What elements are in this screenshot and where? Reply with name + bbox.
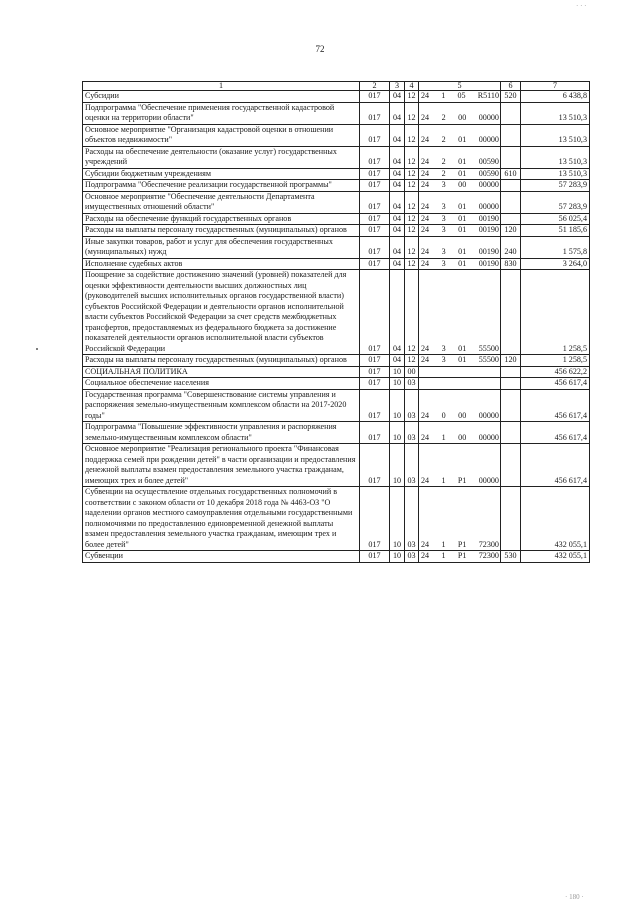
- corner-mark-top: · · ·: [576, 2, 587, 10]
- target-article-parts: [421, 433, 499, 444]
- table-row: [83, 225, 590, 237]
- code-part-activity: 01: [458, 343, 467, 353]
- code-part-program: 24: [421, 91, 430, 100]
- code-part-subprogram: 3: [441, 202, 446, 211]
- target-article-parts: [421, 551, 499, 562]
- expense-type-code: 240: [501, 236, 521, 258]
- section-code: 04: [390, 102, 405, 124]
- expense-type-code: [501, 146, 521, 168]
- row-name: Субсидии бюджетным учреждениям: [83, 168, 360, 180]
- code-part-activity: 01: [458, 225, 467, 234]
- code-part-program: 24: [421, 180, 430, 189]
- expense-type-code: 530: [501, 551, 521, 563]
- section-code: 10: [390, 378, 405, 390]
- target-article-code: [419, 236, 501, 258]
- section-code: 04: [390, 91, 405, 103]
- header-cell-7: 7: [521, 82, 590, 91]
- subsection-code: 03: [405, 444, 419, 487]
- expense-type-code: [501, 366, 521, 378]
- table-row: [83, 366, 590, 378]
- target-article-code: [419, 487, 501, 551]
- amount: 456 617,4: [521, 444, 590, 487]
- ministry-code: 017: [360, 124, 390, 146]
- subsection-code: 03: [405, 422, 419, 444]
- ministry-code: 017: [360, 258, 390, 270]
- code-part-activity: 01: [458, 213, 467, 223]
- target-article-parts: [421, 91, 499, 102]
- expense-type-code: [501, 180, 521, 192]
- subsection-code: 12: [405, 102, 419, 124]
- row-name: Государственная программа "Совершенствование системы управления и распоряжения земельно-имущественным комплексом области на 2017-2020 годы": [83, 389, 360, 422]
- amount: 432 055,1: [521, 487, 590, 551]
- subsection-code: 03: [405, 487, 419, 551]
- amount: 13 510,3: [521, 168, 590, 180]
- code-part-activity: 01: [458, 135, 467, 144]
- target-article-code: [419, 270, 501, 355]
- table-row: [83, 236, 590, 258]
- code-part-program: 24: [421, 135, 430, 144]
- row-name: Основное мероприятие "Обеспечение деятельности Департамента имущественных отношений области": [83, 191, 360, 213]
- ministry-code: 017: [360, 191, 390, 213]
- code-part-activity: 01: [458, 168, 467, 178]
- row-name: Субсидии: [83, 91, 360, 103]
- ministry-code: 017: [360, 366, 390, 378]
- code-part-subprogram: 3: [441, 355, 446, 364]
- section-code: 10: [390, 487, 405, 551]
- ministry-code: 017: [360, 102, 390, 124]
- target-article-code: [419, 551, 501, 563]
- code-part-subprogram: 1: [441, 91, 446, 100]
- code-part-program: 24: [421, 213, 430, 223]
- target-article-parts: [421, 344, 499, 355]
- section-code: 04: [390, 355, 405, 367]
- code-part-subprogram: 1: [441, 432, 446, 442]
- target-article-code: [419, 422, 501, 444]
- target-article-parts: [421, 259, 499, 270]
- corner-mark-bottom: · 180 ·: [565, 893, 584, 901]
- target-article-code: [419, 102, 501, 124]
- row-name: Подпрограмма "Обеспечение применения государственной кадастровой оценки на территории области": [83, 102, 360, 124]
- header-cell-2: 2: [360, 82, 390, 91]
- code-part-subprogram: 2: [441, 168, 446, 178]
- target-article-code: [419, 213, 501, 225]
- target-article-code: [419, 168, 501, 180]
- section-code: 04: [390, 236, 405, 258]
- target-article-parts: [421, 247, 499, 258]
- expense-type-code: [501, 270, 521, 355]
- code-part-subprogram: 2: [441, 157, 446, 166]
- code-part-activity: 00: [458, 180, 467, 189]
- table-row: [83, 422, 590, 444]
- code-part-direction: 00000: [478, 180, 499, 189]
- target-article-code: [419, 124, 501, 146]
- code-part-program: 24: [421, 475, 430, 485]
- expense-type-code: [501, 213, 521, 225]
- row-name: Социальное обеспечение населения: [83, 378, 360, 390]
- target-article-parts: [421, 225, 499, 236]
- code-part-subprogram: 0: [441, 410, 446, 420]
- row-name: Расходы на обеспечение деятельности (оказание услуг) государственных учреждений: [83, 146, 360, 168]
- subsection-code: 12: [405, 180, 419, 192]
- code-part-program: 24: [421, 539, 430, 549]
- table-row: [83, 191, 590, 213]
- subsection-code: 12: [405, 213, 419, 225]
- target-article-parts: [421, 157, 499, 168]
- table-row: [83, 180, 590, 192]
- table-body: [83, 82, 590, 563]
- code-part-activity: 01: [458, 202, 467, 211]
- code-part-subprogram: 3: [441, 247, 446, 256]
- row-name: Расходы на обеспечение функций государственных органов: [83, 213, 360, 225]
- amount: 57 283,9: [521, 180, 590, 192]
- code-part-direction: R5110: [477, 91, 499, 100]
- code-part-direction: 00590: [478, 157, 499, 166]
- amount: 456 617,4: [521, 378, 590, 390]
- amount: 51 185,6: [521, 225, 590, 237]
- table-row: [83, 213, 590, 225]
- ministry-code: 017: [360, 444, 390, 487]
- header-cell-1: 1: [83, 82, 360, 91]
- code-part-direction: 00590: [478, 168, 499, 178]
- code-part-program: 24: [421, 432, 430, 442]
- section-code: 04: [390, 270, 405, 355]
- row-name: Основное мероприятие "Организация кадастровой оценки в отношении объектов недвижимости": [83, 124, 360, 146]
- code-part-subprogram: 3: [441, 225, 446, 234]
- section-code: 04: [390, 258, 405, 270]
- subsection-code: 12: [405, 191, 419, 213]
- scan-speck: [36, 348, 38, 350]
- subsection-code: 12: [405, 168, 419, 180]
- subsection-code: 12: [405, 270, 419, 355]
- code-part-activity: P1: [457, 551, 467, 560]
- code-part-direction: 00000: [478, 410, 499, 420]
- target-article-code: [419, 191, 501, 213]
- target-article-code: [419, 366, 501, 378]
- ministry-code: 017: [360, 422, 390, 444]
- budget-table: [82, 81, 590, 563]
- code-part-program: 24: [421, 168, 430, 178]
- expense-type-code: [501, 389, 521, 422]
- ministry-code: 017: [360, 236, 390, 258]
- target-article-parts: [421, 214, 499, 225]
- code-part-subprogram: 3: [441, 213, 446, 223]
- code-part-activity: 01: [458, 247, 467, 256]
- target-article-parts: [421, 113, 499, 124]
- code-part-direction: 00000: [478, 113, 499, 122]
- amount: 456 617,4: [521, 422, 590, 444]
- amount: 1 575,8: [521, 236, 590, 258]
- amount: 456 617,4: [521, 389, 590, 422]
- code-part-subprogram: 3: [441, 343, 446, 353]
- target-article-code: [419, 225, 501, 237]
- code-part-direction: 72300: [478, 539, 499, 549]
- ministry-code: 017: [360, 389, 390, 422]
- row-name: Подпрограмма "Обеспечение реализации государственной программы": [83, 180, 360, 192]
- ministry-code: 017: [360, 551, 390, 563]
- code-part-program: 24: [421, 410, 430, 420]
- subsection-code: 03: [405, 389, 419, 422]
- amount: 13 510,3: [521, 124, 590, 146]
- section-code: 04: [390, 124, 405, 146]
- expense-type-code: [501, 102, 521, 124]
- expense-type-code: 520: [501, 91, 521, 103]
- code-part-activity: 00: [458, 410, 467, 420]
- target-article-code: [419, 389, 501, 422]
- code-part-activity: 00: [458, 113, 467, 122]
- section-code: 10: [390, 422, 405, 444]
- expense-type-code: [501, 422, 521, 444]
- target-article-parts: [421, 540, 499, 551]
- subsection-code: 12: [405, 355, 419, 367]
- code-part-direction: 55500: [478, 355, 499, 364]
- code-part-direction: 00000: [478, 432, 499, 442]
- amount: 456 622,2: [521, 366, 590, 378]
- code-part-program: 24: [421, 551, 430, 560]
- target-article-code: [419, 444, 501, 487]
- code-part-activity: P1: [457, 539, 467, 549]
- amount: 3 264,0: [521, 258, 590, 270]
- expense-type-code: [501, 487, 521, 551]
- row-name: Расходы на выплаты персоналу государственных (муниципальных) органов: [83, 225, 360, 237]
- code-part-program: 24: [421, 202, 430, 211]
- code-part-activity: 05: [457, 91, 466, 100]
- section-code: 04: [390, 180, 405, 192]
- table-row: [83, 551, 590, 563]
- expense-type-code: [501, 191, 521, 213]
- subsection-code: 00: [405, 366, 419, 378]
- section-code: 10: [390, 366, 405, 378]
- row-name: Иные закупки товаров, работ и услуг для обеспечения государственных (муниципальных) нужд: [83, 236, 360, 258]
- code-part-direction: 00190: [478, 213, 499, 223]
- subsection-code: 12: [405, 258, 419, 270]
- subsection-code: 12: [405, 236, 419, 258]
- section-code: 10: [390, 551, 405, 563]
- table-row: [83, 378, 590, 390]
- expense-type-code: [501, 124, 521, 146]
- amount: 1 258,5: [521, 355, 590, 367]
- target-article-parts: [421, 202, 499, 213]
- table-header-row: [83, 82, 590, 91]
- ministry-code: 017: [360, 146, 390, 168]
- code-part-subprogram: 3: [441, 180, 446, 189]
- code-part-program: 24: [421, 157, 430, 166]
- expense-type-code: [501, 444, 521, 487]
- code-part-subprogram: 3: [441, 258, 446, 268]
- subsection-code: 12: [405, 225, 419, 237]
- expense-type-code: 120: [501, 225, 521, 237]
- target-article-parts: [421, 180, 499, 191]
- table-row: [83, 91, 590, 103]
- row-name: Подпрограмма "Повышение эффективности управления и распоряжения земельно-имущественным комплексом области": [83, 422, 360, 444]
- header-cell-3: 3: [390, 82, 405, 91]
- table-row: [83, 124, 590, 146]
- section-code: 10: [390, 389, 405, 422]
- amount: 57 283,9: [521, 191, 590, 213]
- code-part-subprogram: 2: [441, 135, 446, 144]
- expense-type-code: 120: [501, 355, 521, 367]
- ministry-code: 017: [360, 213, 390, 225]
- target-article-code: [419, 378, 501, 390]
- code-part-direction: 00000: [478, 475, 499, 485]
- table-row: [83, 487, 590, 551]
- page-number: 72: [315, 44, 325, 54]
- ministry-code: 017: [360, 270, 390, 355]
- subsection-code: 12: [405, 91, 419, 103]
- ministry-code: 017: [360, 168, 390, 180]
- code-part-direction: 72300: [478, 551, 499, 560]
- target-article-parts: [421, 169, 499, 180]
- section-code: 04: [390, 225, 405, 237]
- section-code: 04: [390, 191, 405, 213]
- section-code: 04: [390, 146, 405, 168]
- amount: 13 510,3: [521, 146, 590, 168]
- row-name: СОЦИАЛЬНАЯ ПОЛИТИКА: [83, 366, 360, 378]
- code-part-program: 24: [421, 225, 430, 234]
- subsection-code: 12: [405, 146, 419, 168]
- header-cell-6: 6: [501, 82, 521, 91]
- code-part-activity: 01: [458, 355, 467, 364]
- amount: 432 055,1: [521, 551, 590, 563]
- code-part-activity: 00: [458, 432, 467, 442]
- target-article-code: [419, 258, 501, 270]
- amount: 1 258,5: [521, 270, 590, 355]
- amount: 56 025,4: [521, 213, 590, 225]
- row-name: Субвенции: [83, 551, 360, 563]
- table-row: [83, 168, 590, 180]
- amount: 6 438,8: [521, 91, 590, 103]
- code-part-activity: 01: [458, 258, 467, 268]
- target-article-code: [419, 355, 501, 367]
- row-name: Основное мероприятие "Реализация регионального проекта "Финансовая поддержка семей при рождении детей" в части организации и предоставления денежной выплаты взамен предоставления земельного участка гражданам, имеющих трех и более детей": [83, 444, 360, 487]
- header-cell-5: 5: [419, 82, 501, 91]
- ministry-code: 017: [360, 487, 390, 551]
- section-code: 04: [390, 168, 405, 180]
- code-part-program: 24: [421, 355, 430, 364]
- code-part-subprogram: 2: [441, 113, 446, 122]
- expense-type-code: [501, 378, 521, 390]
- code-part-program: 24: [421, 113, 430, 122]
- table-row: [83, 146, 590, 168]
- target-article-code: [419, 146, 501, 168]
- expense-type-code: 610: [501, 168, 521, 180]
- code-part-direction: 00190: [478, 225, 499, 234]
- target-article-parts: [421, 135, 499, 146]
- amount: 13 510,3: [521, 102, 590, 124]
- table-row: [83, 355, 590, 367]
- row-name: Расходы на выплаты персоналу государственных (муниципальных) органов: [83, 355, 360, 367]
- code-part-subprogram: 1: [441, 475, 446, 485]
- header-cell-4: 4: [405, 82, 419, 91]
- code-part-direction: 00000: [478, 135, 499, 144]
- code-part-program: 24: [421, 343, 430, 353]
- ministry-code: 017: [360, 180, 390, 192]
- table-row: [83, 389, 590, 422]
- code-part-direction: 00190: [478, 247, 499, 256]
- subsection-code: 03: [405, 378, 419, 390]
- target-article-parts: [421, 411, 499, 422]
- ministry-code: 017: [360, 378, 390, 390]
- table-row: [83, 444, 590, 487]
- code-part-program: 24: [421, 258, 430, 268]
- section-code: 10: [390, 444, 405, 487]
- code-part-direction: 00000: [478, 202, 499, 211]
- target-article-parts: [421, 476, 499, 487]
- target-article-code: [419, 91, 501, 103]
- code-part-subprogram: 1: [441, 551, 446, 560]
- row-name: Исполнение судебных актов: [83, 258, 360, 270]
- section-code: 04: [390, 213, 405, 225]
- table-row: [83, 258, 590, 270]
- ministry-code: 017: [360, 355, 390, 367]
- code-part-subprogram: 1: [441, 539, 446, 549]
- code-part-direction: 00190: [478, 258, 499, 268]
- row-name: Поощрение за содействие достижению значений (уровней) показателей для оценки эффективности деятельности высших должностных лиц (руководителей высших исполнительных органов государственной власти) субъектов Российской Федерации и деятельности органов исполнительной власти субъектов Российской Федерации за счет средств межбюджетных трансфертов, предоставляемых из федерального бюджета за достижение показателей деятельности органов исполнительной власти субъектов Российской Федерации: [83, 270, 360, 355]
- target-article-code: [419, 180, 501, 192]
- target-article-parts: [421, 355, 499, 366]
- ministry-code: 017: [360, 91, 390, 103]
- row-name: Субвенции на осуществление отдельных государственных полномочий в соответствии с законом области от 10 декабря 2018 года № 4463-ОЗ "О наделении органов местного самоуправления отдельными государственными полномочиями по предоставлению единовременной денежной выплаты взамен предоставления земельного участка гражданам, имеющим трех и более детей": [83, 487, 360, 551]
- code-part-direction: 55500: [478, 343, 499, 353]
- table-row: [83, 102, 590, 124]
- subsection-code: 12: [405, 124, 419, 146]
- subsection-code: 03: [405, 551, 419, 563]
- table-row: [83, 270, 590, 355]
- code-part-program: 24: [421, 247, 430, 256]
- ministry-code: 017: [360, 225, 390, 237]
- expense-type-code: 830: [501, 258, 521, 270]
- code-part-activity: 01: [458, 157, 467, 166]
- code-part-activity: P1: [457, 475, 467, 485]
